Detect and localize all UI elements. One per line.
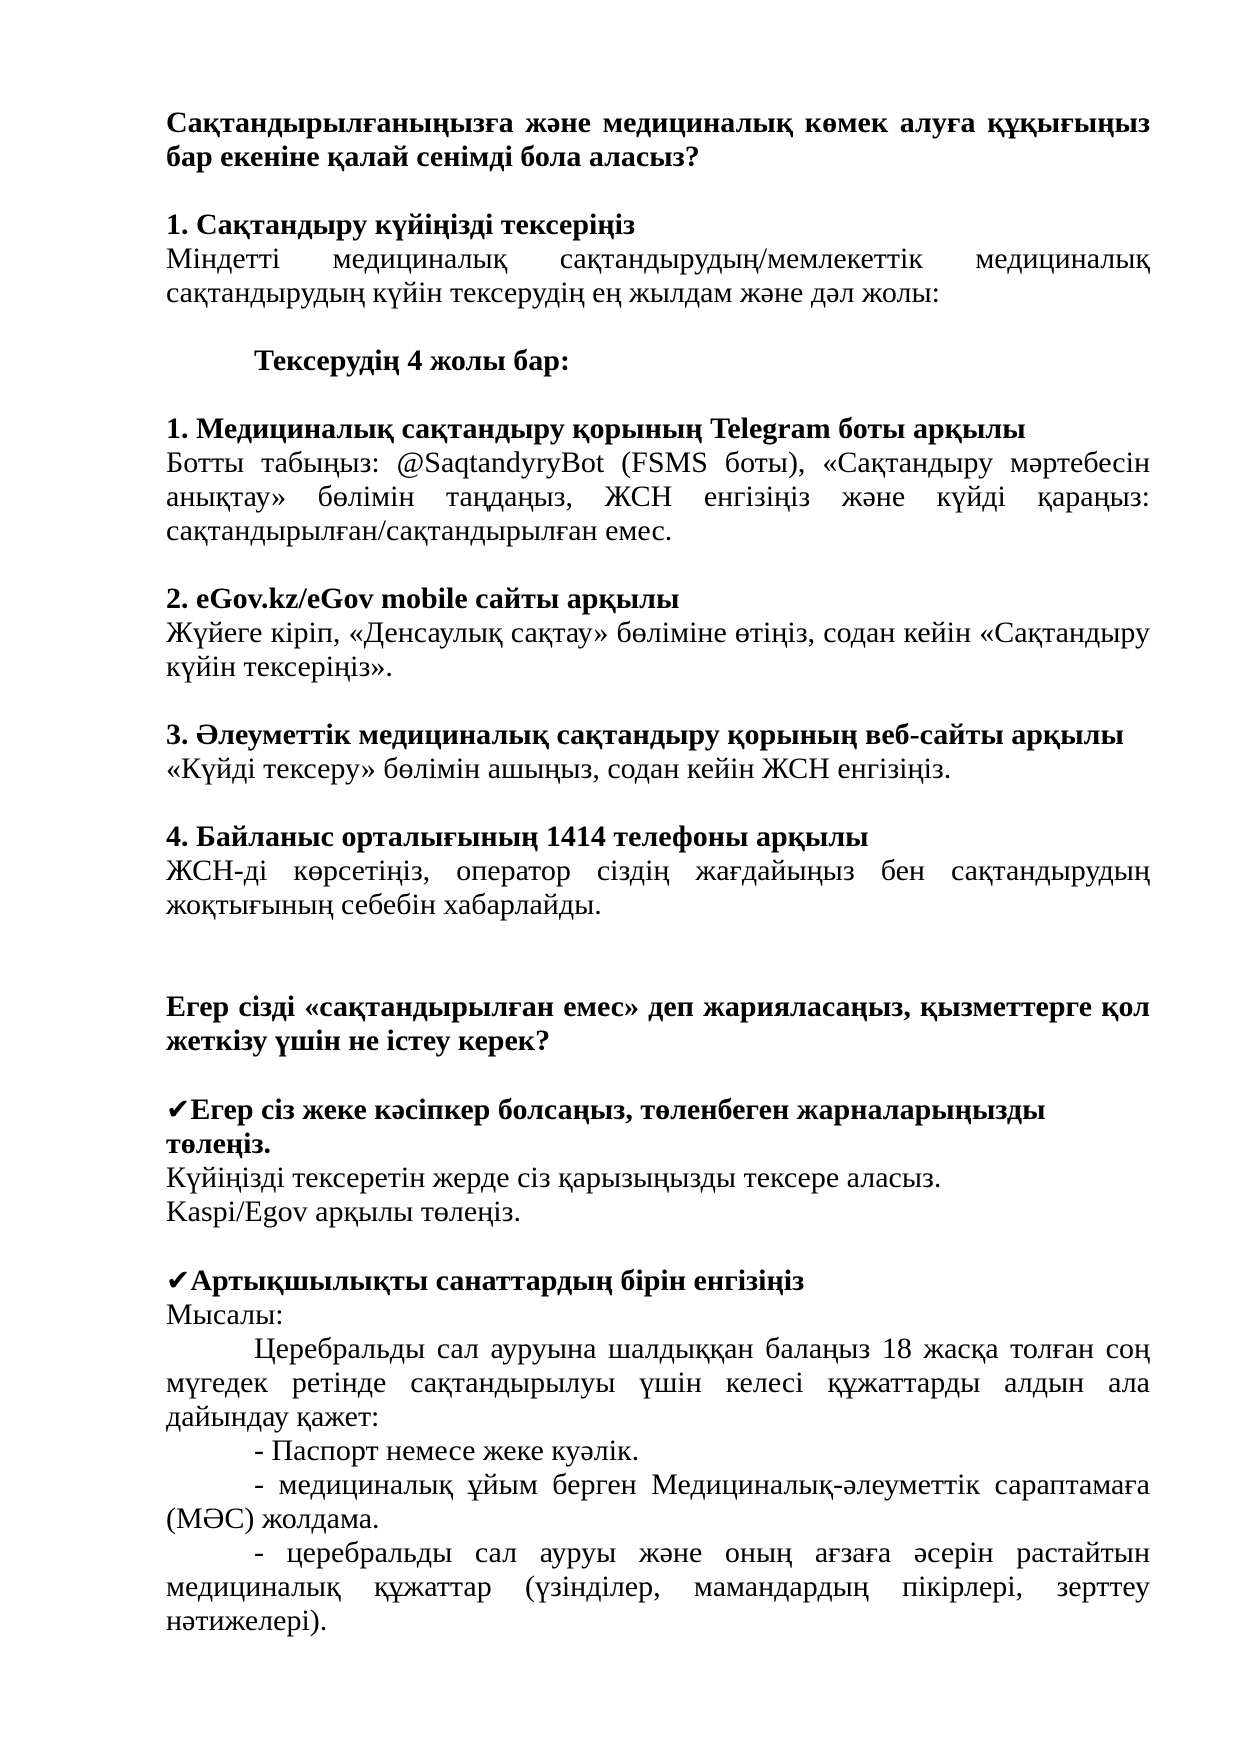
section1-intro: Міндетті медициналық сақтандырудың/мемлекеттік медициналық сақтандырудың күйін тексерудің ең жылдам және дәл жолы: xyxy=(166,242,1150,309)
advice1-heading xyxy=(166,1092,1150,1161)
document-item: - церебральды сал ауруы және оның ағзаға әсерін растайтын медициналық құжаттар (үзінділер, мамандардың пікірлері, зерттеу нәтижелері). xyxy=(166,1536,1150,1637)
document-item: - медициналық ұйым берген Медициналық-әлеуметтік сараптамаға (МӘС) жолдама. xyxy=(166,1468,1150,1535)
method3-body: «Күйді тексеру» бөлімін ашыңыз, содан кейін ЖСН енгізіңіз. xyxy=(166,752,952,785)
blank-line xyxy=(166,548,1150,582)
advice2-example-label: Мысалы: xyxy=(166,1298,284,1331)
blank-line xyxy=(166,786,1150,820)
document-title: Сақтандырылғаныңызға және медициналық көмек алуға құқығыңыз бар екеніне қалай сенімді бола аласыз? xyxy=(166,106,1150,173)
blank-line xyxy=(166,684,1150,718)
advice1-payment-note: Kaspi/Egov арқылы төлеңіз. xyxy=(166,1195,521,1228)
blank-line xyxy=(166,1058,1150,1092)
blank-line xyxy=(166,378,1150,412)
advice2-example-intro: Церебральды сал ауруына шалдыққан балаңыз 18 жасқа толған соң мүгедек ретінде сақтандырылуы үшін келесі құжаттарды алдын ала дайындау қажет: xyxy=(166,1332,1150,1433)
section1-subheading: Тексерудің 4 жолы бар: xyxy=(254,344,570,377)
blank-line xyxy=(166,1229,1150,1263)
method2-body: Жүйеге кіріп, «Денсаулық сақтау» бөліміне өтіңіз, содан кейін «Сақтандыру күйін тексеріңіз». xyxy=(166,616,1150,683)
advice1-heading-text: Егер сіз жеке кәсіпкер болсаңыз, төленбеген жарналарыңызды төлеңіз. xyxy=(166,1093,1046,1160)
method1-heading: 1. Медициналық сақтандыру қорының Telegram боты арқылы xyxy=(166,412,1026,445)
method3-heading: 3. Әлеуметтік медициналық сақтандыру қорының веб-сайты арқылы xyxy=(166,718,1124,751)
section2-heading: Егер сізді «сақтандырылған емес» деп жарияласаңыз, қызметтерге қол жеткізу үшін не істеу керек? xyxy=(166,990,1150,1057)
checkmark-icon: ✔ xyxy=(166,1092,191,1126)
method4-body: ЖСН-ді көрсетіңіз, оператор сіздің жағдайыңыз бен сақтандырудың жоқтығының себебін хабарлайды. xyxy=(166,854,1150,921)
advice1-note: Күйіңізді тексеретін жерде сіз қарызыңызды тексере аласыз. xyxy=(166,1161,942,1194)
document-item: - Паспорт немесе жеке куәлік. xyxy=(254,1434,640,1467)
method2-heading: 2. eGov.kz/eGov mobile сайты арқылы xyxy=(166,582,680,615)
checkmark-icon: ✔ xyxy=(166,1263,191,1297)
method1-body: Ботты табыңыз: @SaqtandyryBot (FSMS боты), «Сақтандыру мәртебесін анықтау» бөлімін таңдаңыз, ЖСН енгізіңіз және күйді қараңыз: сақтандырылған/сақтандырылған емес. xyxy=(166,446,1150,547)
method4-heading: 4. Байланыс орталығының 1414 телефоны арқылы xyxy=(166,820,869,853)
advice2-heading xyxy=(166,1263,1150,1298)
blank-line xyxy=(166,310,1150,344)
advice2-heading-text: Артықшылықты санаттардың бірін енгізіңіз xyxy=(190,1264,805,1297)
blank-line xyxy=(166,922,1150,990)
document-content xyxy=(166,106,1150,1638)
blank-line xyxy=(166,174,1150,208)
section1-heading: 1. Сақтандыру күйіңізді тексеріңіз xyxy=(166,208,636,241)
